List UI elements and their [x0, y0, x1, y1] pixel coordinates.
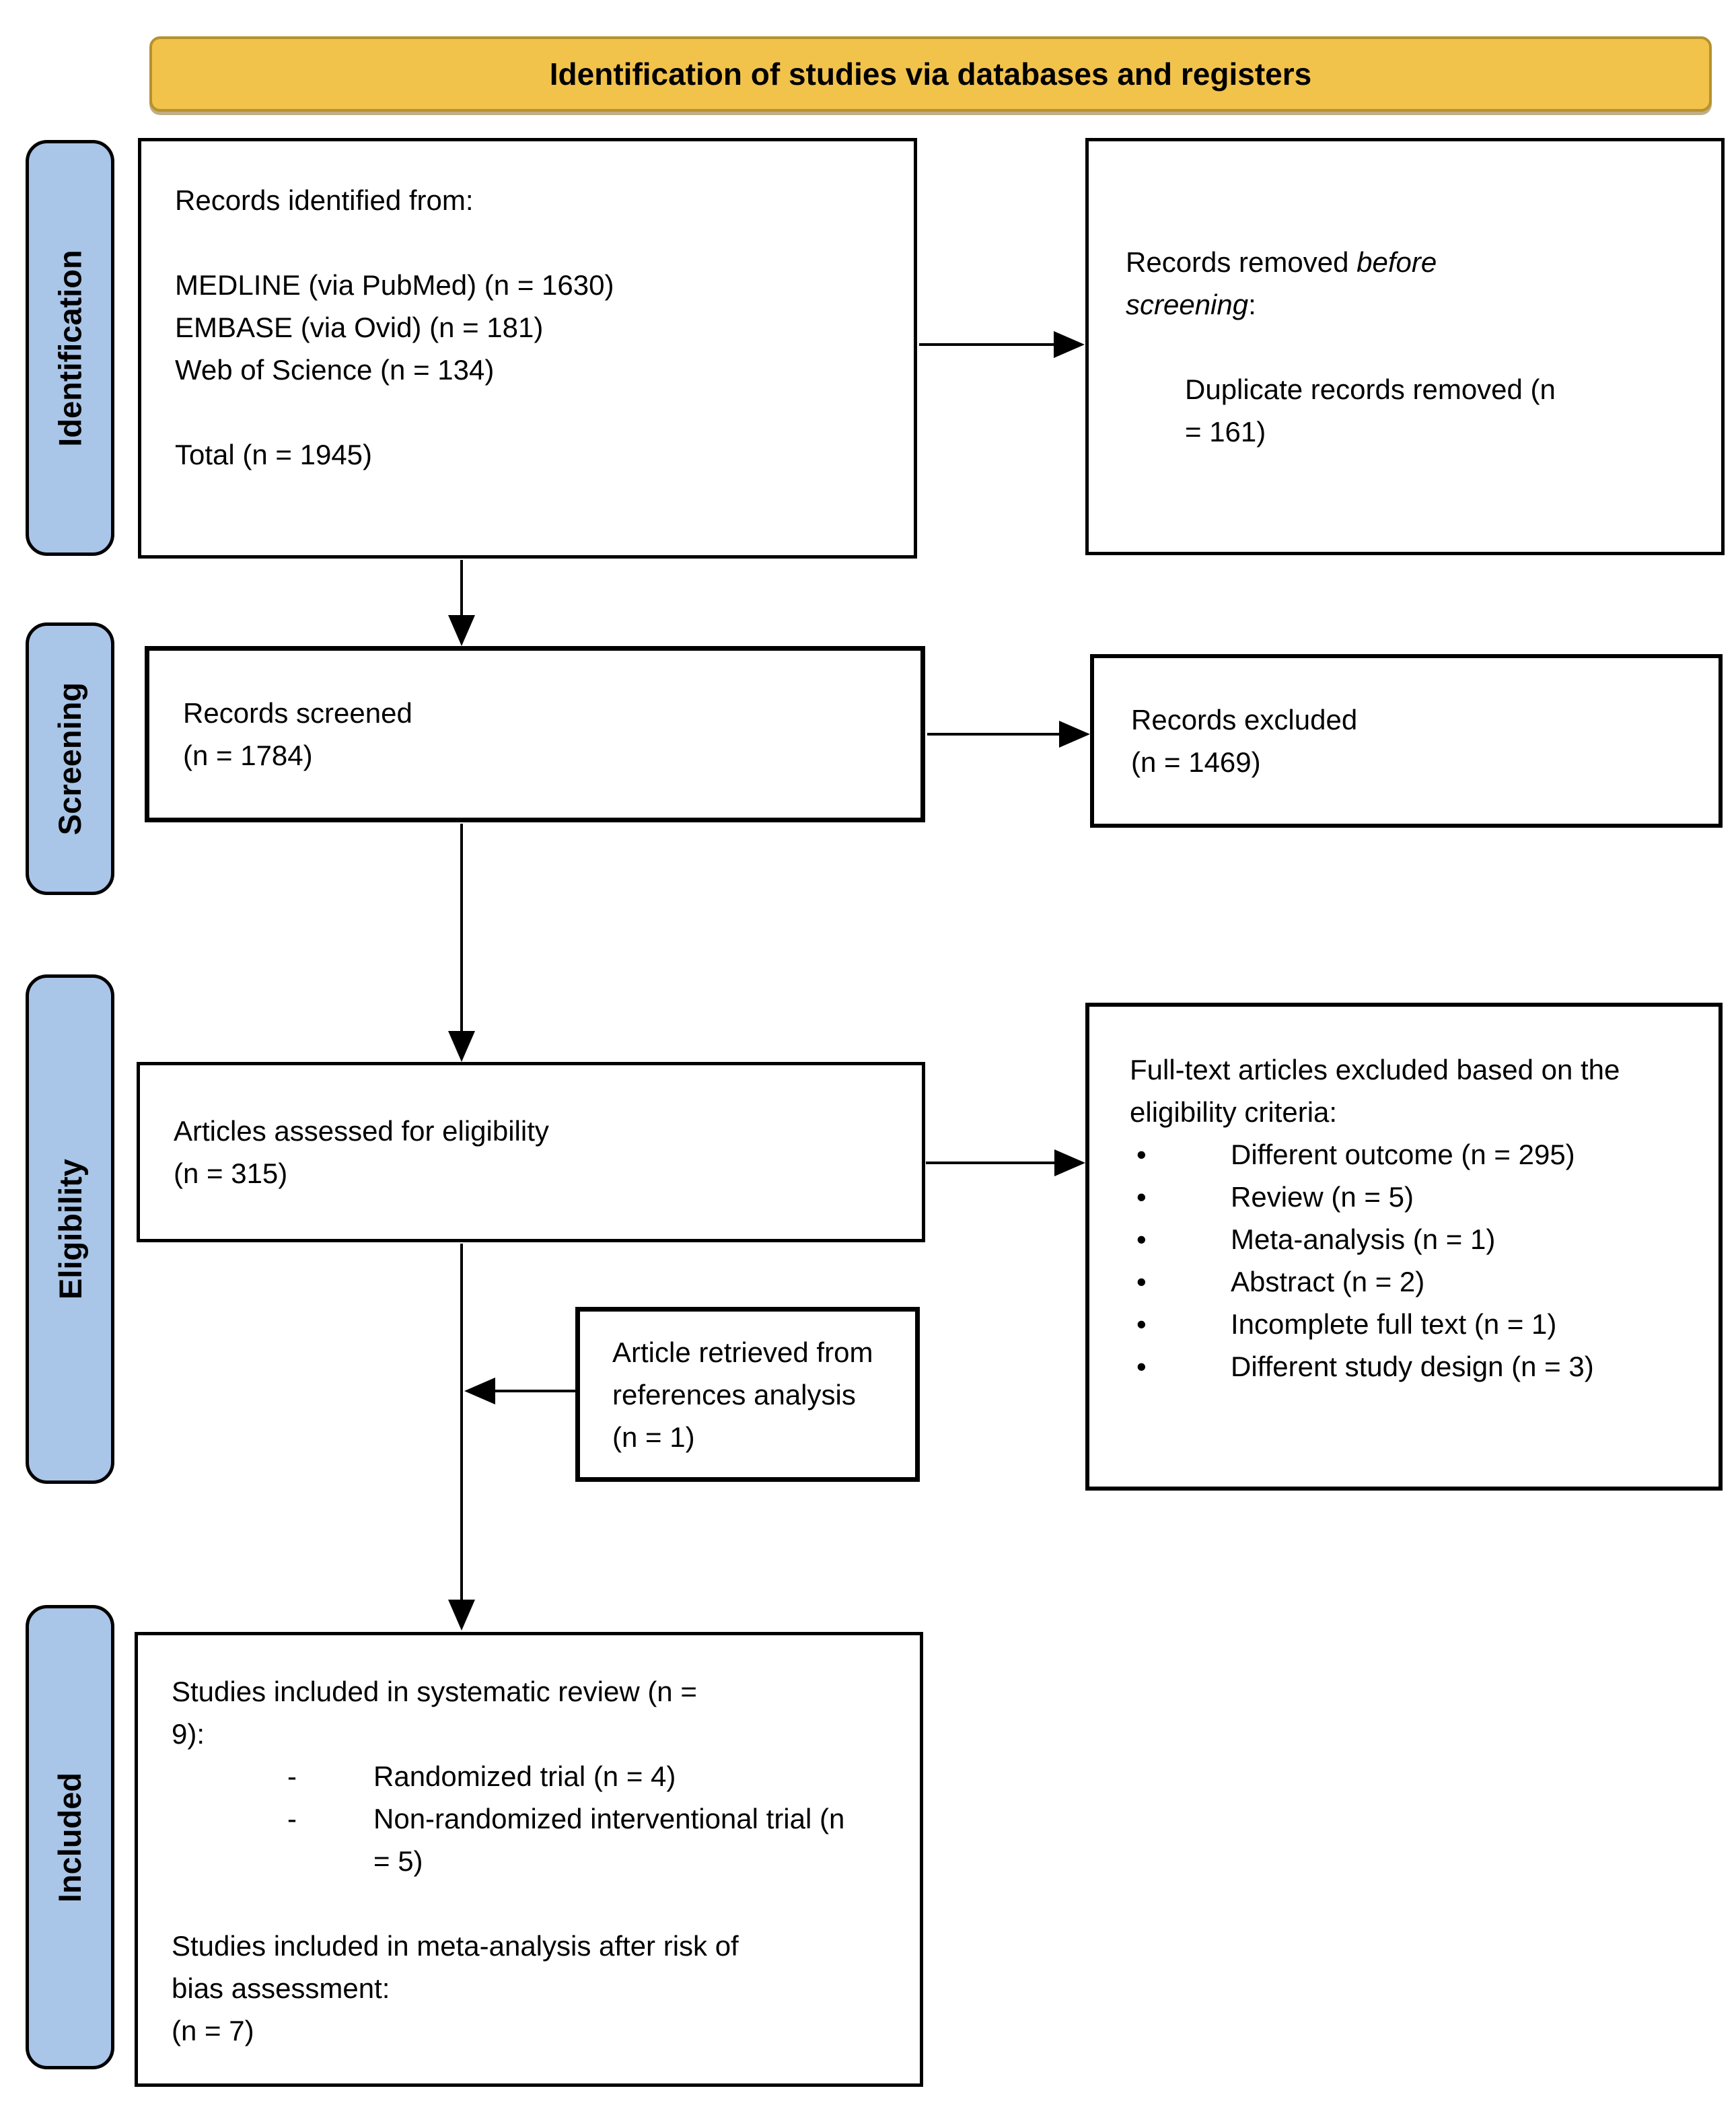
exclusion-reason-item: • Review (n = 5)	[1130, 1176, 1628, 1218]
articles-assessed-count: (n = 315)	[174, 1157, 288, 1189]
fulltext-excluded-reasons	[1130, 1133, 1705, 1388]
records-removed-suffix: :	[1248, 288, 1256, 320]
box-studies-included	[135, 1632, 923, 2087]
stage-included	[26, 1605, 114, 2069]
records-screened-count: (n = 1784)	[183, 740, 313, 771]
arrowhead-right	[1054, 331, 1085, 358]
records-excluded-count: (n = 1469)	[1131, 746, 1261, 778]
banner-title: Identification of studies via databases and registers	[549, 57, 1312, 92]
studies-included-types	[172, 1755, 906, 1882]
studies-included-title: Studies included in systematic review (n = 9):	[172, 1676, 697, 1750]
records-identified-title: Records identified from:	[175, 184, 474, 216]
stage-eligibility	[26, 974, 114, 1484]
study-type-item: - Non-randomized interventional trial (n = 5)	[172, 1797, 851, 1882]
stage-screening	[26, 622, 114, 895]
arrow-line	[919, 343, 1058, 346]
source-item: Web of Science (n = 134)	[175, 354, 495, 386]
arrow-line	[460, 824, 463, 1032]
stage-identification-label: Identification	[52, 249, 88, 447]
records-removed-prefix: Records removed	[1126, 246, 1357, 278]
articles-assessed-label: Articles assessed for eligibility	[174, 1115, 549, 1147]
arrowhead-down	[448, 615, 475, 646]
box-records-excluded	[1090, 654, 1723, 828]
records-removed-reason: Duplicate records removed (n = 161)	[1185, 373, 1556, 448]
exclusion-reason-item: • Incomplete full text (n = 1)	[1130, 1303, 1628, 1345]
arrowhead-down	[448, 1031, 475, 1062]
banner	[149, 36, 1712, 112]
box-article-retrieved	[575, 1307, 920, 1482]
stage-included-label: Included	[52, 1772, 88, 1902]
records-excluded-label: Records excluded	[1131, 704, 1358, 736]
arrow-line	[495, 1390, 575, 1392]
arrow-line	[926, 1162, 1057, 1164]
studies-meta-count: (n = 7)	[172, 2015, 254, 2046]
box-records-screened	[145, 646, 925, 822]
arrow-line	[460, 1244, 463, 1602]
arrowhead-down	[448, 1600, 475, 1631]
records-identified-sources	[175, 264, 894, 391]
box-fulltext-excluded	[1085, 1003, 1723, 1491]
stage-eligibility-label: Eligibility	[52, 1159, 88, 1299]
arrow-line	[460, 560, 463, 619]
exclusion-reason-item: • Abstract (n = 2)	[1130, 1260, 1628, 1303]
source-item: MEDLINE (via PubMed) (n = 1630)	[175, 269, 614, 301]
arrowhead-left	[464, 1378, 495, 1404]
box-records-identified	[138, 138, 917, 559]
box-records-removed	[1085, 138, 1725, 555]
studies-meta-line: Studies included in meta-analysis after risk of bias assessment:	[172, 1930, 739, 2004]
records-screened-label: Records screened	[183, 697, 412, 729]
records-removed-title	[1126, 241, 1536, 326]
article-retrieved-text: Article retrieved from references analysis (n = 1)	[612, 1336, 873, 1453]
arrowhead-right	[1054, 1149, 1085, 1176]
records-removed-emphasis: before screening	[1126, 246, 1437, 320]
exclusion-reason-item: • Different study design (n = 3)	[1130, 1345, 1628, 1388]
arrowhead-right	[1059, 721, 1090, 748]
stage-screening-label: Screening	[52, 682, 88, 836]
stage-identification	[26, 140, 114, 556]
source-item: EMBASE (via Ovid) (n = 181)	[175, 312, 544, 343]
records-identified-total: Total (n = 1945)	[175, 439, 373, 470]
fulltext-excluded-title: Full-text articles excluded based on the eligibility criteria:	[1130, 1054, 1620, 1128]
arrow-line	[927, 733, 1062, 736]
box-articles-assessed	[137, 1062, 925, 1242]
study-type-item: - Randomized trial (n = 4)	[172, 1755, 851, 1797]
exclusion-reason-item: • Meta-analysis (n = 1)	[1130, 1218, 1628, 1260]
exclusion-reason-item: • Different outcome (n = 295)	[1130, 1133, 1628, 1176]
